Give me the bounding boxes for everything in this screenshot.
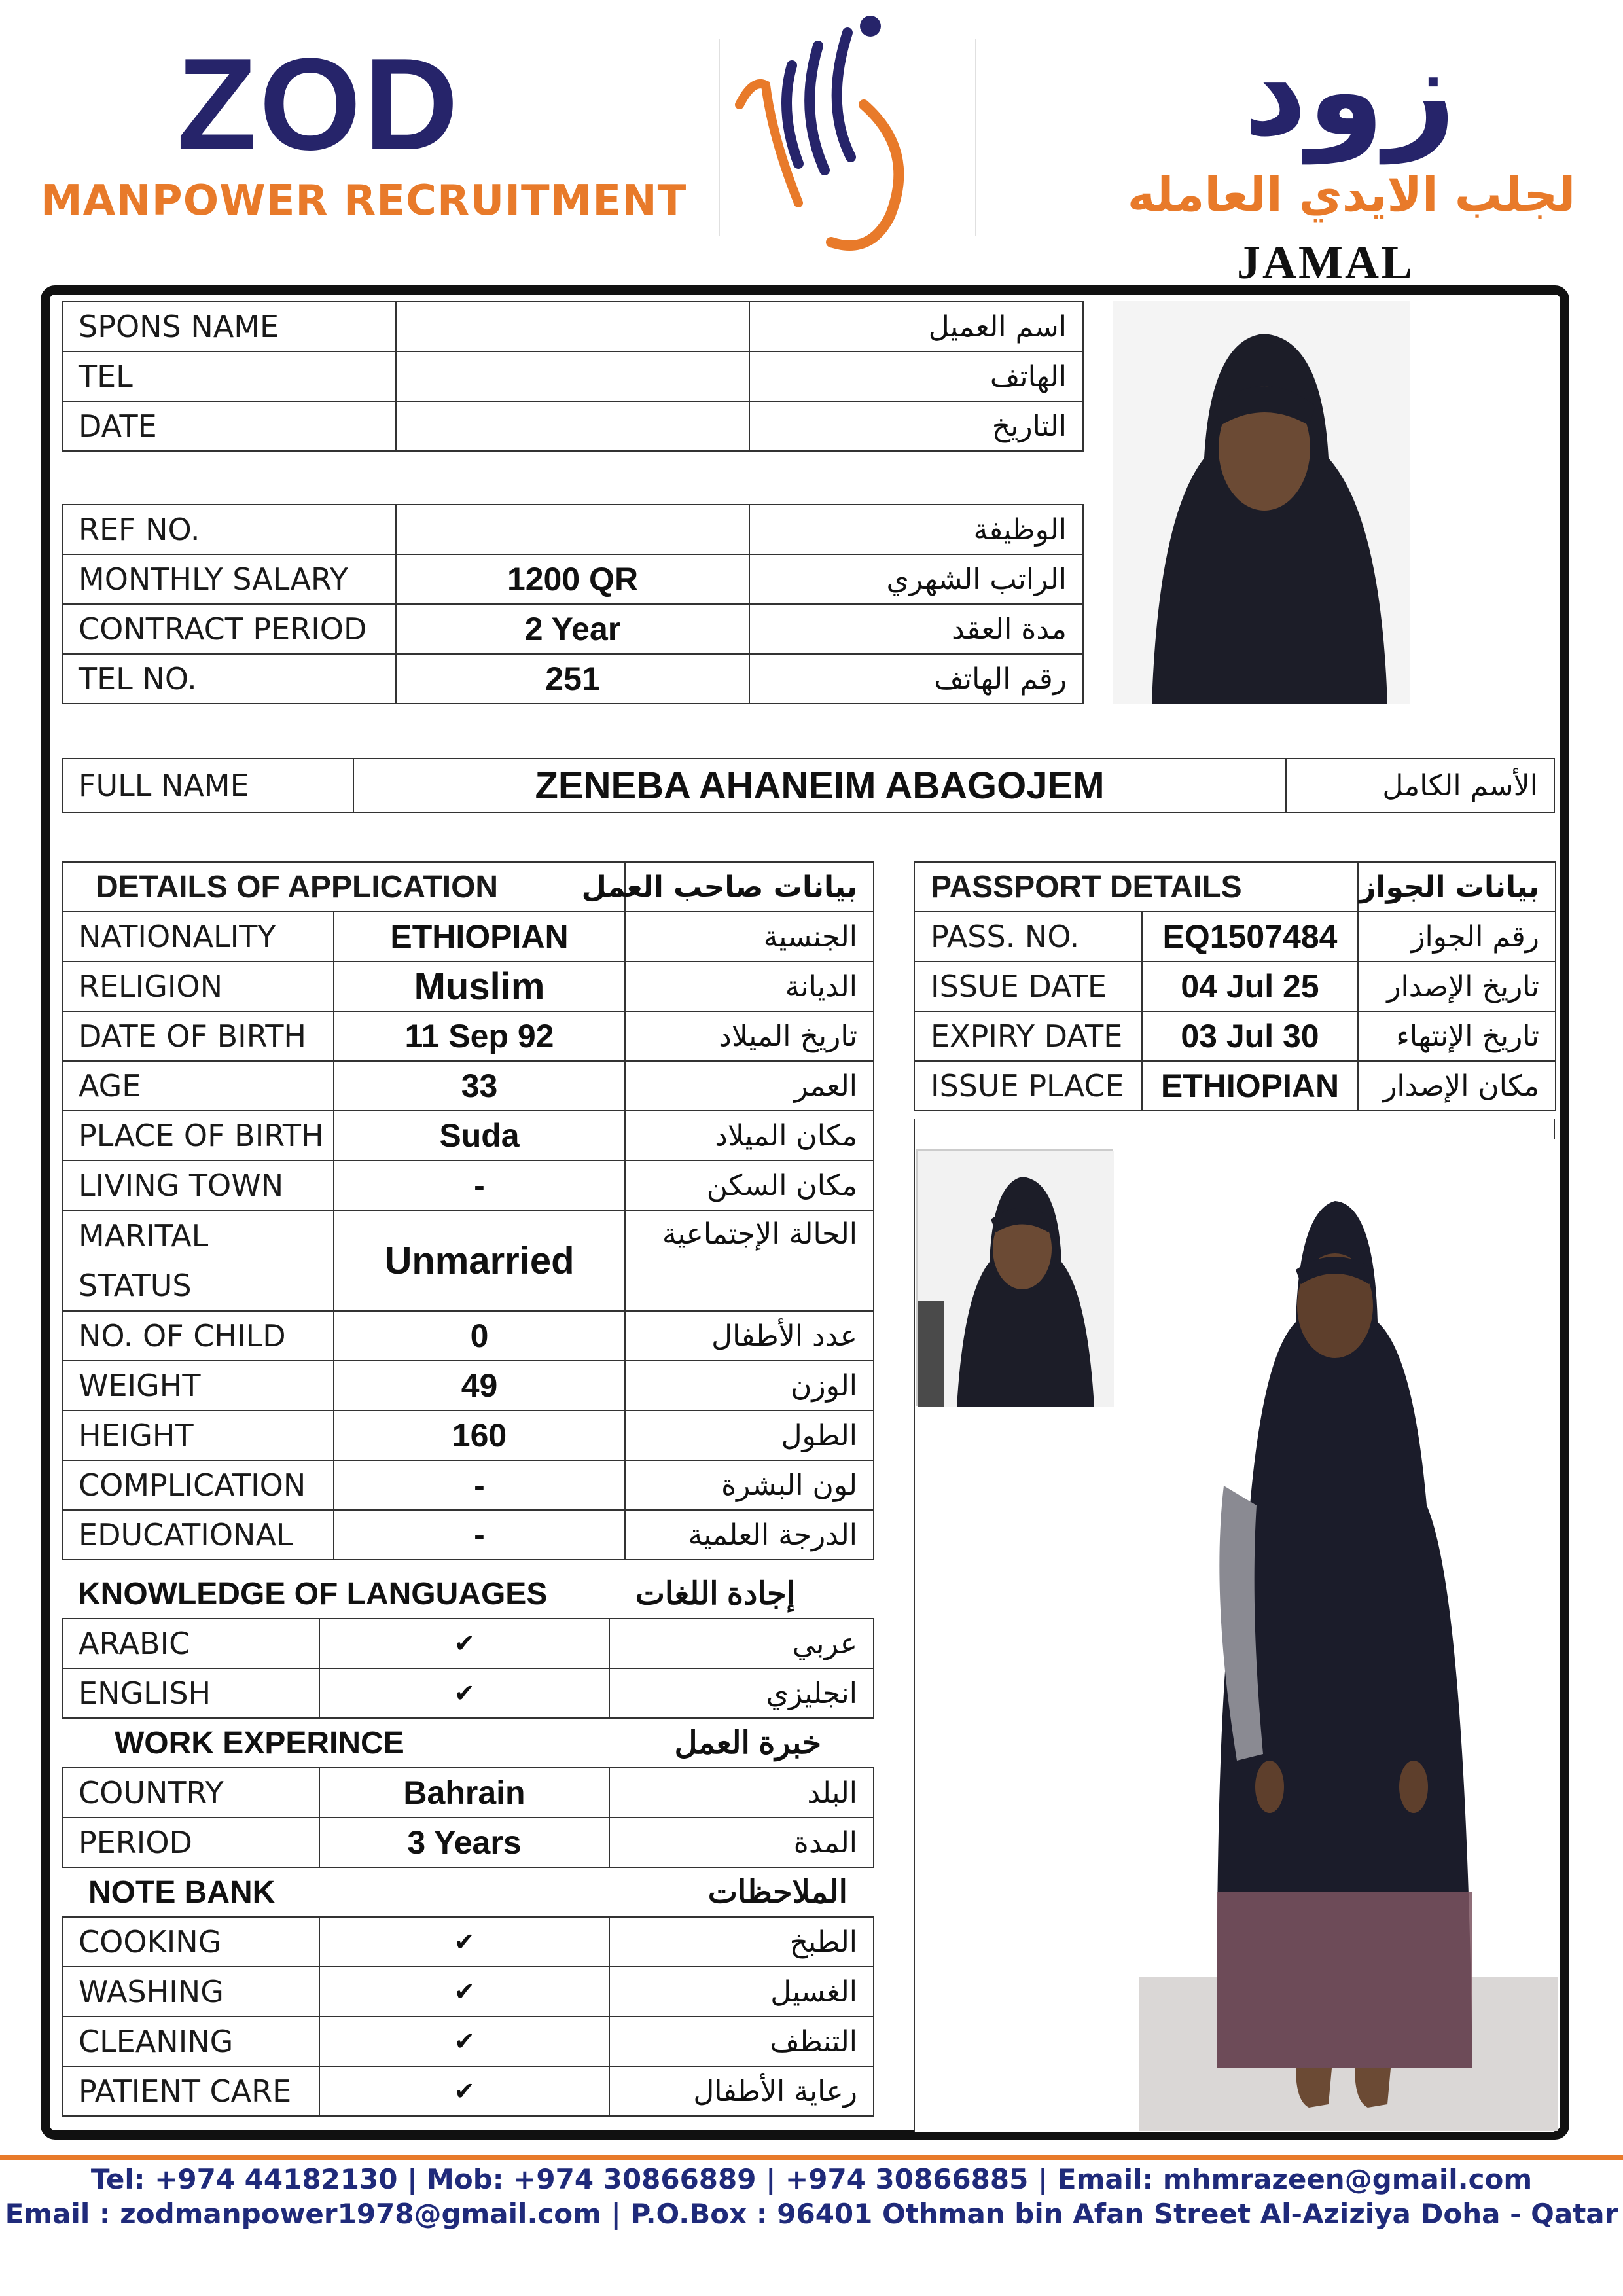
brand-logo-text: ZOD <box>177 31 461 177</box>
washing-check-icon: ✔ <box>319 1967 609 2017</box>
header-divider <box>719 39 720 236</box>
age-label: AGE <box>62 1061 334 1111</box>
issue-date-value: 04 Jul 25 <box>1142 961 1358 1011</box>
table-row <box>62 1361 874 1410</box>
arabic-label: ARABIC <box>62 1619 319 1668</box>
table-row <box>62 302 1083 351</box>
english-arabic: انجليزي <box>609 1668 874 1718</box>
complication-arabic: لون البشرة <box>625 1460 874 1510</box>
living-town-arabic: مكان السكن <box>625 1160 874 1210</box>
table-row <box>62 1311 874 1361</box>
sponsor-name-value <box>396 302 749 351</box>
contract-period-value: 2 Year <box>396 604 749 654</box>
table-row <box>62 961 874 1011</box>
header-divider <box>975 39 976 236</box>
table-row <box>62 1917 874 1967</box>
sponsor-date-value <box>396 401 749 451</box>
footer-contact-line2: Email : zodmanpower1978@gmail.com | P.O.Box : 96401 Othman bin Afan Street Al-Aziziya Doha - Qatar <box>5 2198 1618 2230</box>
salary-value: 1200 QR <box>396 554 749 604</box>
table-row <box>62 1818 874 1867</box>
patient-care-arabic: رعاية الأطفال <box>609 2066 874 2116</box>
weight-label: WEIGHT <box>62 1361 334 1410</box>
contract-period-arabic: مدة العقد <box>749 604 1083 654</box>
passport-title: PASSPORT DETAILS <box>914 862 1358 912</box>
languages-title-arabic: إجادة اللغات <box>635 1577 796 1611</box>
washing-arabic: الغسيل <box>609 1967 874 2017</box>
section-row <box>62 1570 874 1619</box>
passport-no-arabic: رقم الجواز <box>1358 912 1556 961</box>
table-row <box>62 401 1083 451</box>
application-title-arabic: بيانات صاحب العمل <box>625 862 874 912</box>
brand-emblem-icon <box>726 7 923 262</box>
tel-no-value: 251 <box>396 654 749 704</box>
table-row <box>62 1011 874 1061</box>
table-row <box>62 351 1083 401</box>
english-label: ENGLISH <box>62 1668 319 1718</box>
experience-title-arabic: خبرة العمل <box>674 1726 822 1761</box>
living-town-value: - <box>334 1160 625 1210</box>
table-row <box>62 912 874 961</box>
educational-arabic: الدرجة العلمية <box>625 1510 874 1560</box>
application-title: DETAILS OF APPLICATION <box>62 862 625 912</box>
passport-no-label: PASS. NO. <box>914 912 1142 961</box>
full-name-table <box>62 758 1555 813</box>
sponsor-date-arabic: التاريخ <box>749 401 1083 451</box>
applicant-full-body-photo <box>1139 1139 1558 2131</box>
table-row <box>62 1460 874 1510</box>
full-name-arabic: الأسم الكامل <box>1286 759 1554 812</box>
table-row <box>62 759 1554 812</box>
ref-no-value <box>396 505 749 554</box>
footer-contact-line1: Tel: +974 44182130 | Mob: +974 30866889 | +974 30866885 | Email: mhmrazeen@gmail.com <box>90 2163 1533 2195</box>
table-row <box>62 862 874 912</box>
children-value: 0 <box>334 1311 625 1361</box>
arabic-arabic: عربي <box>609 1619 874 1668</box>
religion-value: Muslim <box>334 961 625 1011</box>
notes-title: NOTE BANK <box>88 1874 276 1910</box>
washing-label: WASHING <box>62 1967 319 2017</box>
period-value: 3 Years <box>319 1818 609 1867</box>
marital-label-line1: MARITAL <box>79 1218 209 1253</box>
marital-status-label <box>62 1210 334 1311</box>
height-label: HEIGHT <box>62 1410 334 1460</box>
issue-place-arabic: مكان الإصدار <box>1358 1061 1556 1111</box>
marital-status-arabic: الحالة الإجتماعية <box>625 1210 874 1311</box>
children-label: NO. OF CHILD <box>62 1311 334 1361</box>
nationality-arabic: الجنسية <box>625 912 874 961</box>
section-row <box>62 1867 874 1917</box>
country-label: COUNTRY <box>62 1768 319 1818</box>
issue-place-value: ETHIOPIAN <box>1142 1061 1358 1111</box>
table-row <box>914 862 1556 912</box>
place-of-birth-value: Suda <box>334 1111 625 1160</box>
table-row <box>62 2066 874 2116</box>
salary-arabic: الراتب الشهري <box>749 554 1083 604</box>
expiry-date-arabic: تاريخ الإنتهاء <box>1358 1011 1556 1061</box>
passport-no-value: EQ1507484 <box>1142 912 1358 961</box>
issue-date-arabic: تاريخ الإصدار <box>1358 961 1556 1011</box>
living-town-label: LIVING TOWN <box>62 1160 334 1210</box>
sponsor-name-label: SPONS NAME <box>62 302 396 351</box>
applicant-headshot-photo <box>1113 301 1410 704</box>
brand-logo-arabic: زود <box>1243 19 1456 164</box>
full-name-value: ZENEBA AHANEIM ABAGOJEM <box>353 759 1286 812</box>
educational-value: - <box>334 1510 625 1560</box>
skills-table <box>62 1570 874 2117</box>
cooking-arabic: الطبخ <box>609 1917 874 1967</box>
arabic-check-icon: ✔ <box>319 1619 609 1668</box>
cleaning-label: CLEANING <box>62 2017 319 2066</box>
sponsor-name-arabic: اسم العميل <box>749 302 1083 351</box>
table-row <box>62 2017 874 2066</box>
salary-label: MONTHLY SALARY <box>62 554 396 604</box>
applicant-passport-photo <box>916 1149 1113 1406</box>
notes-title-arabic: الملاحظات <box>707 1875 848 1910</box>
table-row <box>914 961 1556 1011</box>
application-details-table <box>62 861 874 1560</box>
dob-arabic: تاريخ الميلاد <box>625 1011 874 1061</box>
table-row <box>62 1967 874 2017</box>
contract-period-label: CONTRACT PERIOD <box>62 604 396 654</box>
complication-label: COMPLICATION <box>62 1460 334 1510</box>
full-name-label: FULL NAME <box>62 759 353 812</box>
table-row <box>62 1410 874 1460</box>
sponsor-table <box>62 301 1084 452</box>
period-label: PERIOD <box>62 1818 319 1867</box>
table-row <box>914 1011 1556 1061</box>
place-of-birth-arabic: مكان الميلاد <box>625 1111 874 1160</box>
weight-value: 49 <box>334 1361 625 1410</box>
dob-label: DATE OF BIRTH <box>62 1011 334 1061</box>
table-row <box>62 1619 874 1668</box>
table-row <box>62 505 1083 554</box>
cleaning-arabic: التنظف <box>609 2017 874 2066</box>
religion-label: RELIGION <box>62 961 334 1011</box>
educational-label: EDUCATIONAL <box>62 1510 334 1560</box>
complication-value: - <box>334 1460 625 1510</box>
section-row <box>62 1718 874 1768</box>
languages-title: KNOWLEDGE OF LANGUAGES <box>78 1576 548 1611</box>
country-value: Bahrain <box>319 1768 609 1818</box>
table-row <box>62 1111 874 1160</box>
marital-status-value: Unmarried <box>334 1210 625 1311</box>
tel-no-arabic: رقم الهاتف <box>749 654 1083 704</box>
table-row <box>62 654 1083 704</box>
sponsor-tel-value <box>396 351 749 401</box>
nationality-value: ETHIOPIAN <box>334 912 625 961</box>
footer-divider <box>0 2155 1623 2160</box>
brand-subtitle: MANPOWER RECRUITMENT <box>41 177 687 225</box>
height-arabic: الطول <box>625 1410 874 1460</box>
cooking-check-icon: ✔ <box>319 1917 609 1967</box>
ref-no-label: REF NO. <box>62 505 396 554</box>
english-check-icon: ✔ <box>319 1668 609 1718</box>
country-arabic: البلد <box>609 1768 874 1818</box>
table-row <box>914 1061 1556 1111</box>
table-row <box>62 1061 874 1111</box>
marital-label-line2: STATUS <box>79 1268 192 1303</box>
table-row <box>914 912 1556 961</box>
religion-arabic: الديانة <box>625 961 874 1011</box>
patient-care-check-icon: ✔ <box>319 2066 609 2116</box>
cleaning-check-icon: ✔ <box>319 2017 609 2066</box>
place-of-birth-label: PLACE OF BIRTH <box>62 1111 334 1160</box>
weight-arabic: الوزن <box>625 1361 874 1410</box>
job-table <box>62 504 1084 704</box>
issue-place-label: ISSUE PLACE <box>914 1061 1142 1111</box>
age-arabic: العمر <box>625 1061 874 1111</box>
issue-date-label: ISSUE DATE <box>914 961 1142 1011</box>
passport-title-arabic: بيانات الجواز <box>1358 862 1556 912</box>
ref-no-arabic: الوظيفة <box>749 505 1083 554</box>
table-row <box>62 1160 874 1210</box>
brand-subtitle-arabic: لجلب الايدي العامله <box>1127 167 1576 222</box>
nationality-label: NATIONALITY <box>62 912 334 961</box>
table-row <box>62 604 1083 654</box>
agent-name: JAMAL <box>1237 236 1414 289</box>
tel-no-label: TEL NO. <box>62 654 396 704</box>
table-row <box>62 1768 874 1818</box>
sponsor-date-label: DATE <box>62 401 396 451</box>
expiry-date-value: 03 Jul 30 <box>1142 1011 1358 1061</box>
period-arabic: المدة <box>609 1818 874 1867</box>
height-value: 160 <box>334 1410 625 1460</box>
experience-title: WORK EXPERINCE <box>115 1725 404 1761</box>
table-row <box>62 554 1083 604</box>
sponsor-tel-label: TEL <box>62 351 396 401</box>
passport-table <box>914 861 1556 1111</box>
table-row <box>62 1510 874 1560</box>
table-row <box>62 1668 874 1718</box>
children-arabic: عدد الأطفال <box>625 1311 874 1361</box>
dob-value: 11 Sep 92 <box>334 1011 625 1061</box>
expiry-date-label: EXPIRY DATE <box>914 1011 1142 1061</box>
patient-care-label: PATIENT CARE <box>62 2066 319 2116</box>
cooking-label: COOKING <box>62 1917 319 1967</box>
sponsor-tel-arabic: الهاتف <box>749 351 1083 401</box>
age-value: 33 <box>334 1061 625 1111</box>
table-row <box>62 1210 874 1311</box>
